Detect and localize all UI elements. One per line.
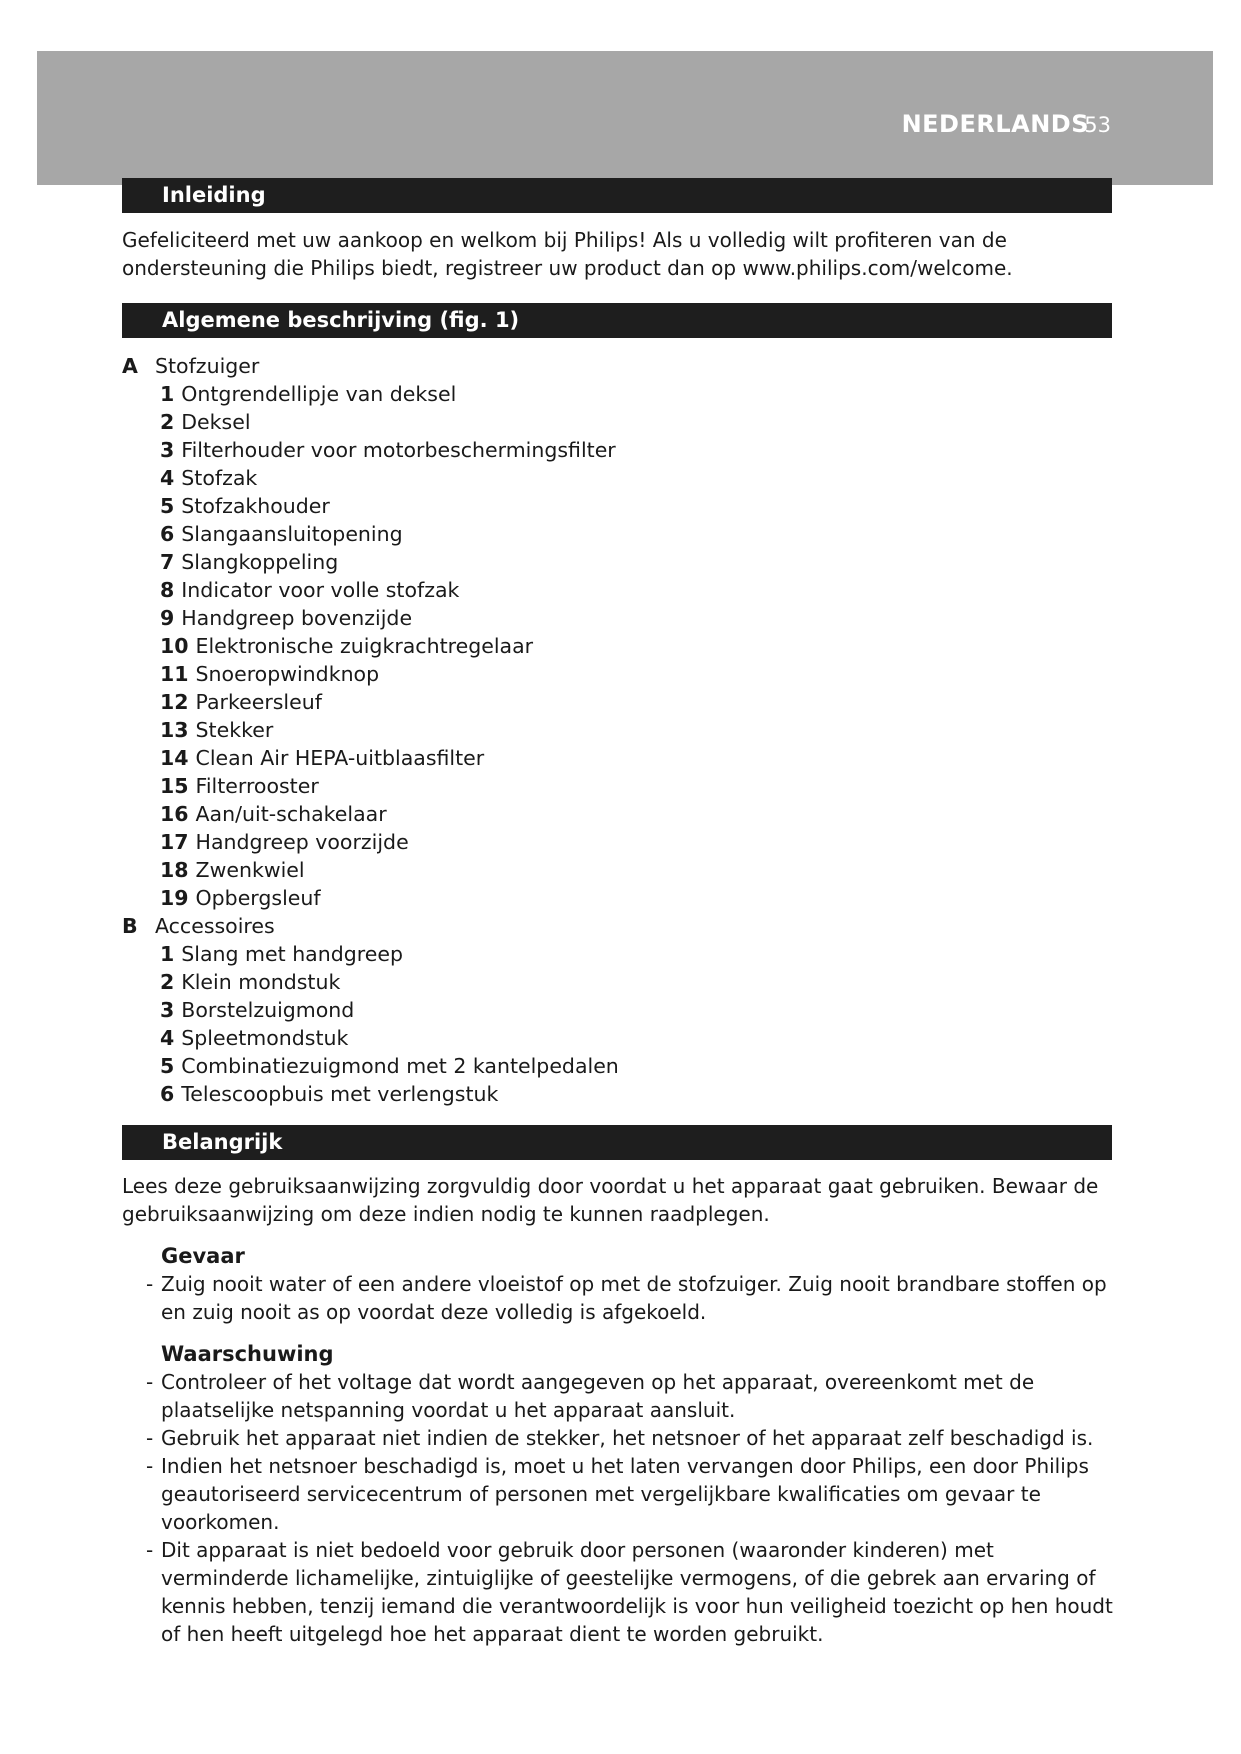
- bullet-dash: -: [146, 1370, 154, 1394]
- list-item-number: 4: [160, 466, 175, 490]
- bullet-text: Gebruik het apparaat niet indien de stekker, het netsnoer of het apparaat zelf beschadigd is.: [161, 1426, 1094, 1450]
- list-item: [122, 996, 1112, 1024]
- list-item-label: Stofzak: [181, 466, 258, 490]
- bullet-text: Controleer of het voltage dat wordt aangegeven op het apparaat, overeenkomt met de plaatselijke netspanning voordat u het apparaat aansluit.: [161, 1370, 1035, 1422]
- list-item: [122, 660, 1112, 688]
- list-item-label: Parkeersleuf: [195, 690, 322, 714]
- list-item: [122, 772, 1112, 800]
- bullet-item: [134, 1424, 1114, 1452]
- list-item-number: 8: [160, 578, 175, 602]
- list-item-label: Klein mondstuk: [181, 970, 341, 994]
- bullet-dash: -: [146, 1426, 154, 1450]
- warning-bullet-list: [134, 1368, 1114, 1648]
- bullet-item: [134, 1452, 1114, 1536]
- bullet-text: Indien het netsnoer beschadigd is, moet u het laten vervangen door Philips, een door Philips geautoriseerd servicecentrum of personen met vergelijkbare kwalificaties om gevaar te voorkomen.: [161, 1454, 1089, 1534]
- list-item: [122, 828, 1112, 856]
- list-item-number: 11: [160, 662, 189, 686]
- list-item-label: Handgreep bovenzijde: [181, 606, 413, 630]
- list-item-number: 2: [160, 410, 175, 434]
- list-item-label: Slangaansluitopening: [181, 522, 403, 546]
- list-item: [122, 688, 1112, 716]
- bullet-item: [134, 1368, 1114, 1424]
- list-item-number: 5: [160, 1054, 175, 1078]
- list-item: [122, 520, 1112, 548]
- bullet-item: [134, 1536, 1114, 1648]
- section-title-important: Belangrijk: [122, 1125, 1112, 1160]
- list-item-number: 2: [160, 970, 175, 994]
- list-item-number: 9: [160, 606, 175, 630]
- list-item-label: Combinatiezuigmond met 2 kantelpedalen: [181, 1054, 619, 1078]
- list-item: [122, 1080, 1112, 1108]
- group-a-letter: A: [122, 354, 138, 378]
- list-item: [122, 408, 1112, 436]
- list-item: [122, 464, 1112, 492]
- list-item-label: Stekker: [195, 718, 274, 742]
- list-item-label: Snoeropwindknop: [195, 662, 380, 686]
- bullet-item: [134, 1270, 1114, 1326]
- bullet-dash: -: [146, 1272, 154, 1296]
- list-item-label: Clean Air HEPA-uitblaasfilter: [195, 746, 485, 770]
- list-item: [122, 968, 1112, 996]
- danger-heading: Gevaar: [161, 1244, 245, 1268]
- list-item: [122, 548, 1112, 576]
- list-item-number: 6: [160, 522, 175, 546]
- important-paragraph: Lees deze gebruiksaanwijzing zorgvuldig door voordat u het apparaat gaat gebruiken. Bewaar de gebruiksaanwijzing om deze indien nodig te kunnen raadplegen.: [122, 1174, 1099, 1226]
- group-b-label: Accessoires: [155, 914, 275, 938]
- group-b-header: [122, 912, 1112, 940]
- list-item-number: 16: [160, 802, 189, 826]
- list-item-number: 1: [160, 942, 175, 966]
- section-title-description: Algemene beschrijving (fig. 1): [122, 303, 1112, 338]
- list-item-number: 12: [160, 690, 189, 714]
- list-item: [122, 604, 1112, 632]
- page-number: 53: [1084, 113, 1111, 137]
- header-language: NEDERLANDS: [901, 110, 1089, 138]
- list-item-number: 15: [160, 774, 189, 798]
- list-item-label: Indicator voor volle stofzak: [181, 578, 460, 602]
- parts-list: [122, 352, 1112, 1108]
- list-item-label: Opbergsleuf: [195, 886, 321, 910]
- list-item-label: Slang met handgreep: [181, 942, 403, 966]
- list-item-number: 19: [160, 886, 189, 910]
- bullet-dash: -: [146, 1538, 154, 1562]
- list-item-number: 3: [160, 438, 175, 462]
- list-item-label: Deksel: [181, 410, 251, 434]
- list-item-label: Slangkoppeling: [181, 550, 339, 574]
- list-item: [122, 576, 1112, 604]
- list-item: [122, 632, 1112, 660]
- list-item-number: 4: [160, 1026, 175, 1050]
- bullet-text: Zuig nooit water of een andere vloeistof op met de stofzuiger. Zuig nooit brandbare stoffen op en zuig nooit as op voordat deze volledig is afgekoeld.: [161, 1272, 1107, 1324]
- list-item: [122, 492, 1112, 520]
- list-item-label: Handgreep voorzijde: [195, 830, 409, 854]
- bullet-text: Dit apparaat is niet bedoeld voor gebruik door personen (waaronder kinderen) met verminderde lichamelijke, zintuiglijke of geestelijke vermogens, of die gebrek aan ervaring of kennis hebben, tenzij iemand die verantwoordelijk is voor hun veiligheid toezicht op hen houdt of hen heeft uitgelegd hoe het apparaat dient te worden gebruikt.: [161, 1538, 1113, 1646]
- list-item-label: Elektronische zuigkrachtregelaar: [195, 634, 534, 658]
- group-a-header: [122, 352, 1112, 380]
- danger-bullet-list: [134, 1270, 1114, 1326]
- list-item: [122, 884, 1112, 912]
- list-item-number: 18: [160, 858, 189, 882]
- list-item-label: Aan/uit-schakelaar: [195, 802, 387, 826]
- list-item-number: 14: [160, 746, 189, 770]
- list-item-number: 17: [160, 830, 189, 854]
- list-item-number: 3: [160, 998, 175, 1022]
- list-item-label: Filterhouder voor motorbeschermingsfilter: [181, 438, 616, 462]
- section-title-intro: Inleiding: [122, 178, 1112, 213]
- list-item: [122, 436, 1112, 464]
- list-item-number: 10: [160, 634, 189, 658]
- group-b-letter: B: [122, 914, 138, 938]
- list-item-label: Spleetmondstuk: [181, 1026, 349, 1050]
- list-item-number: 5: [160, 494, 175, 518]
- intro-paragraph: Gefeliciteerd met uw aankoop en welkom bij Philips! Als u volledig wilt profiteren van de ondersteuning die Philips biedt, registreer uw product dan op www.philips.com/welcome.: [122, 228, 1013, 280]
- list-item-label: Telescoopbuis met verlengstuk: [181, 1082, 499, 1106]
- list-item: [122, 800, 1112, 828]
- list-item: [122, 1052, 1112, 1080]
- group-a-label: Stofzuiger: [155, 354, 260, 378]
- list-item-label: Filterrooster: [195, 774, 319, 798]
- list-item-number: 7: [160, 550, 175, 574]
- list-item-number: 1: [160, 382, 175, 406]
- list-item: [122, 940, 1112, 968]
- list-item-label: Ontgrendellipje van deksel: [181, 382, 457, 406]
- list-item: [122, 716, 1112, 744]
- list-item-label: Borstelzuigmond: [181, 998, 355, 1022]
- list-item: [122, 744, 1112, 772]
- list-item: [122, 1024, 1112, 1052]
- list-item-number: 6: [160, 1082, 175, 1106]
- list-item-label: Zwenkwiel: [195, 858, 305, 882]
- list-item-number: 13: [160, 718, 189, 742]
- warning-heading: Waarschuwing: [161, 1342, 334, 1366]
- list-item: [122, 856, 1112, 884]
- list-item-label: Stofzakhouder: [181, 494, 330, 518]
- bullet-dash: -: [146, 1454, 154, 1478]
- list-item: [122, 380, 1112, 408]
